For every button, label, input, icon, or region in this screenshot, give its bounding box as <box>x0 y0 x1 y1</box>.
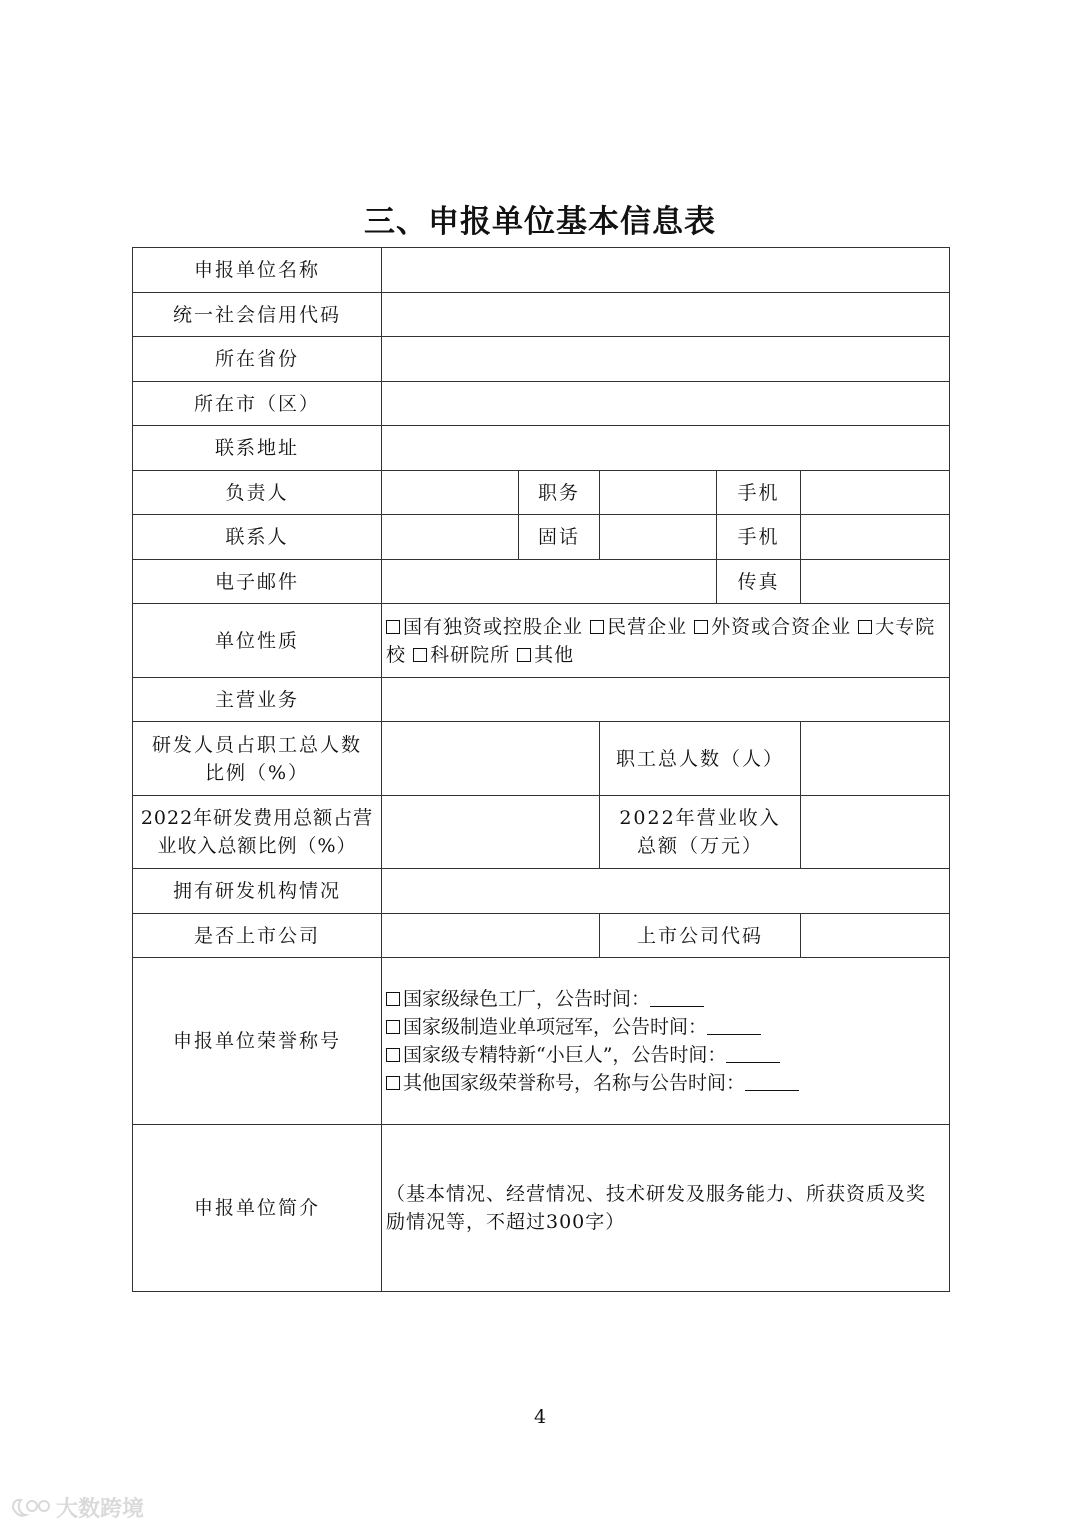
nature-label: 单位性质 <box>133 604 382 678</box>
province-label: 所在省份 <box>133 337 382 382</box>
date-blank[interactable] <box>650 988 704 1007</box>
nature-option[interactable]: 科研院所 <box>413 644 510 666</box>
staff-total-label: 职工总人数（人） <box>600 722 801 796</box>
watermark <box>10 1492 144 1523</box>
checkbox-icon[interactable] <box>386 1048 400 1062</box>
application-info-table <box>132 247 950 1292</box>
rd-ratio-field[interactable] <box>382 722 600 796</box>
listed-field[interactable] <box>382 914 600 958</box>
rd-expense-ratio-label: 2022年研发费用总额占营业收入总额比例（%） <box>133 796 382 869</box>
main-business-field[interactable] <box>382 678 950 722</box>
listed-label: 是否上市公司 <box>133 914 382 958</box>
principal-mobile-label: 手机 <box>717 471 801 515</box>
rd-ratio-label: 研发人员占职工总人数比例（%） <box>133 722 382 796</box>
nature-option[interactable]: 民营企业 <box>590 616 687 638</box>
honor-option[interactable]: 国家级制造业单项冠军，公告时间： <box>386 1013 945 1041</box>
contact-mobile-field[interactable] <box>801 515 950 560</box>
honor-option[interactable]: 国家级绿色工厂，公告时间： <box>386 985 945 1013</box>
principal-field[interactable] <box>382 471 519 515</box>
watermark-text: 大数跨境 <box>56 1497 145 1522</box>
page-number: 4 <box>533 1406 547 1428</box>
honors-label: 申报单位荣誉称号 <box>133 958 382 1125</box>
fax-label: 传真 <box>717 560 801 604</box>
honor-option[interactable]: 国家级专精特新“小巨人”，公告时间： <box>386 1041 945 1069</box>
stock-code-label: 上市公司代码 <box>600 914 801 958</box>
checkbox-icon[interactable] <box>386 992 400 1006</box>
nature-option[interactable]: 国有独资或控股企业 <box>386 616 583 638</box>
contact-label: 联系人 <box>133 515 382 560</box>
date-blank[interactable] <box>707 1016 761 1035</box>
rd-institution-field[interactable] <box>382 869 950 914</box>
checkbox-icon[interactable] <box>386 620 400 634</box>
main-business-label: 主营业务 <box>133 678 382 722</box>
checkbox-icon[interactable] <box>413 648 427 662</box>
principal-position-label: 职务 <box>519 471 600 515</box>
rd-expense-ratio-field[interactable] <box>382 796 600 869</box>
contact-mobile-label: 手机 <box>717 515 801 560</box>
principal-label: 负责人 <box>133 471 382 515</box>
revenue-total-label: 2022年营业收入总额（万元） <box>600 796 801 869</box>
checkbox-icon[interactable] <box>386 1020 400 1034</box>
checkbox-icon[interactable] <box>694 620 708 634</box>
page-title: 三、申报单位基本信息表 <box>364 204 716 240</box>
contact-phone-label: 固话 <box>519 515 600 560</box>
nature-options <box>382 604 950 678</box>
watermark-logo-icon <box>10 1496 52 1520</box>
checkbox-icon[interactable] <box>386 1076 400 1090</box>
checkbox-icon[interactable] <box>858 620 872 634</box>
profile-label: 申报单位简介 <box>133 1125 382 1292</box>
contact-phone-field[interactable] <box>600 515 717 560</box>
contact-field[interactable] <box>382 515 519 560</box>
credit-code-field[interactable] <box>382 293 950 337</box>
nature-option[interactable]: 其他 <box>517 644 574 666</box>
province-field[interactable] <box>382 337 950 382</box>
checkbox-icon[interactable] <box>590 620 604 634</box>
unit-name-label: 申报单位名称 <box>133 248 382 293</box>
nature-option[interactable]: 外资或合资企业 <box>694 616 851 638</box>
rd-institution-label: 拥有研发机构情况 <box>133 869 382 914</box>
staff-total-field[interactable] <box>801 722 950 796</box>
principal-position-field[interactable] <box>600 471 717 515</box>
profile-field[interactable]: （基本情况、经营情况、技术研发及服务能力、所获资质及奖励情况等，不超过300字） <box>382 1125 950 1292</box>
email-label: 电子邮件 <box>133 560 382 604</box>
city-field[interactable] <box>382 382 950 426</box>
stock-code-field[interactable] <box>801 914 950 958</box>
credit-code-label: 统一社会信用代码 <box>133 293 382 337</box>
city-label: 所在市（区） <box>133 382 382 426</box>
nature-option[interactable]: 大专院校 <box>386 615 936 666</box>
date-blank[interactable] <box>726 1044 780 1063</box>
email-field[interactable] <box>382 560 717 604</box>
fax-field[interactable] <box>801 560 950 604</box>
honor-option[interactable]: 其他国家级荣誉称号，名称与公告时间： <box>386 1069 945 1097</box>
address-label: 联系地址 <box>133 426 382 471</box>
checkbox-icon[interactable] <box>517 648 531 662</box>
date-blank[interactable] <box>745 1072 799 1091</box>
principal-mobile-field[interactable] <box>801 471 950 515</box>
address-field[interactable] <box>382 426 950 471</box>
unit-name-field[interactable] <box>382 248 950 293</box>
honors-options <box>382 958 950 1125</box>
revenue-total-field[interactable] <box>801 796 950 869</box>
